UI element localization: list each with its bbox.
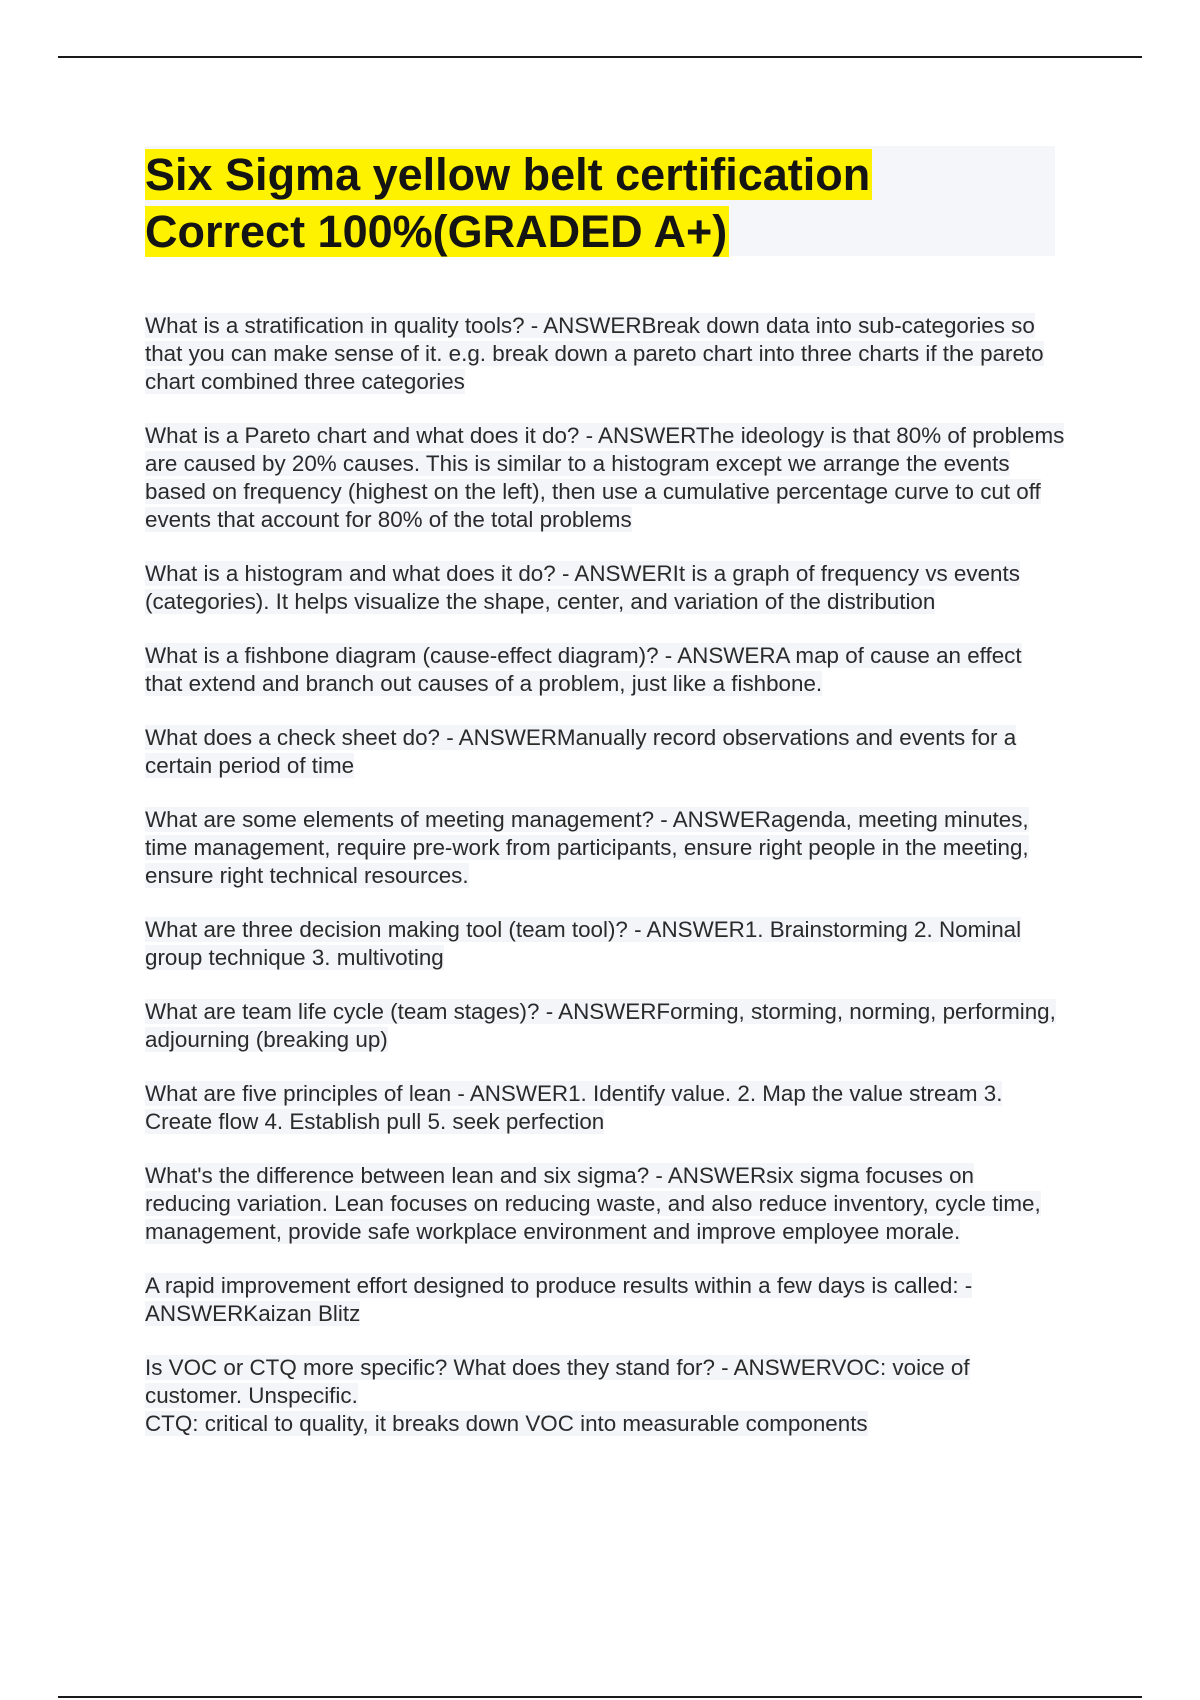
title-line-2: Correct 100%(GRADED A+) — [145, 206, 728, 257]
qa-item-lean-principles: What are five principles of lean - ANSWER1. Identify value. 2. Map the value stream 3. Create flow 4. Establish pull 5. seek perfection — [145, 1081, 1003, 1134]
qa-item-fishbone-diagram: What is a fishbone diagram (cause-effect diagram)? - ANSWERA map of cause an effect that extend and branch out causes of a problem, just like a fishbone. — [145, 643, 1022, 696]
qa-item-meeting-management: What are some elements of meeting management? - ANSWERagenda, meeting minutes, time management, require pre-work from participants, ensure right people in the meeting, ensure right technical resources. — [145, 807, 1029, 888]
qa-item-team-life-cycle: What are team life cycle (team stages)? - ANSWERForming, storming, norming, performing, adjourning (breaking up) — [145, 999, 1056, 1052]
qa-item-lean-vs-six-sigma: What's the difference between lean and six sigma? - ANSWERsix sigma focuses on reducing variation. Lean focuses on reducing waste, and also reduce inventory, cycle time, management, provide safe workplace environment and improve employee morale. — [145, 1163, 1041, 1244]
qa-item-kaizen-blitz: A rapid improvement effort designed to produce results within a few days is called: - ANSWERKaizan Blitz — [145, 1273, 973, 1326]
bottom-rule — [58, 1696, 1142, 1698]
qa-item-stratification: What is a stratification in quality tools? - ANSWERBreak down data into sub-categories so that you can make sense of it. e.g. break down a pareto chart into three charts if the pareto chart combined three categories — [145, 313, 1044, 394]
qa-item-histogram: What is a histogram and what does it do? - ANSWERIt is a graph of frequency vs events (categories). It helps visualize the shape, center, and variation of the distribution — [145, 561, 1020, 614]
title-block — [145, 146, 1055, 256]
qa-item-check-sheet: What does a check sheet do? - ANSWERManually record observations and events for a certain period of time — [145, 725, 1017, 778]
qa-list — [145, 312, 1065, 1464]
qa-item-decision-making-tools: What are three decision making tool (team tool)? - ANSWER1. Brainstorming 2. Nominal group technique 3. multivoting — [145, 917, 1022, 970]
qa-item-voc-ctq-line2: CTQ: critical to quality, it breaks down VOC into measurable components — [145, 1411, 868, 1436]
document-title — [145, 146, 1055, 260]
title-line-1: Six Sigma yellow belt certification — [145, 149, 871, 200]
top-rule — [58, 56, 1142, 58]
qa-item-voc-ctq: Is VOC or CTQ more specific? What does they stand for? - ANSWERVOC: voice of customer. Unspecific. CTQ: critical to quality, it breaks down VOC into measurable components — [145, 1355, 970, 1436]
qa-item-pareto-chart: What is a Pareto chart and what does it do? - ANSWERThe ideology is that 80% of problems are caused by 20% causes. This is similar to a histogram except we arrange the events based on frequency (highest on the left), then use a cumulative percentage curve to cut off events that account for 80% of the total problems — [145, 423, 1065, 532]
